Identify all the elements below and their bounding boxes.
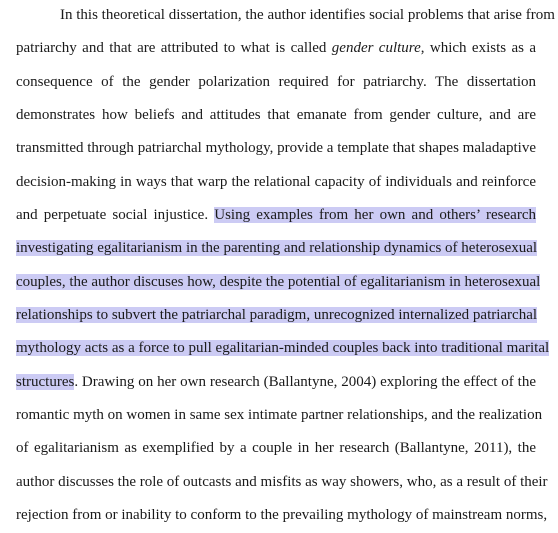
text-line [16,104,536,126]
text-run: transmitted through patriarchal mythology, provide a template that shapes maladaptive [16,140,536,156]
text-line [16,237,536,259]
highlighted-selection[interactable]: mythology acts as a force to pull egalitarian-minded couples back into traditional marital [16,340,550,356]
text-line [16,337,550,359]
text-line [16,71,536,93]
text-line [16,171,536,193]
highlighted-selection[interactable]: relationships to subvert the patriarchal paradigm, unrecognized internalized patriarchal [16,307,538,323]
highlighted-selection[interactable]: Using examples from her own and others’ research [214,207,536,223]
text-run: . Drawing on her own research (Ballantyne, 2004) exploring the effect of the [74,374,536,390]
text-run: , which exists as a [420,40,536,56]
text-run: decision-making in ways that warp the relational capacity of individuals and reinforce [16,174,536,190]
text-line [16,304,536,326]
text-line [16,271,541,293]
text-line [16,471,548,493]
italic-term: gender culture [331,40,421,56]
text-line [60,4,555,26]
highlighted-selection[interactable]: structures [16,374,75,390]
text-run: In this theoretical dissertation, the author identifies social problems that arise from [60,7,555,23]
text-run: romantic myth on women in same sex intimate partner relationships, and the realization [16,407,543,423]
text-run: patriarchy and that are attributed to what is called [16,40,332,56]
text-run: and perpetuate social injustice. [16,207,215,223]
text-line [16,137,536,159]
text-run: of egalitarianism as exemplified by a couple in her research (Ballantyne, 2011), the [16,440,536,456]
text-run: author discusses the role of outcasts and misfits as way showers, who, as a result of their [16,474,548,490]
text-line [16,404,543,426]
text-run: rejection from or inability to conform to the prevailing mythology of mainstream norms, [16,507,548,523]
text-line [16,504,548,526]
text-line [16,204,536,226]
text-run: demonstrates how beliefs and attitudes that emanate from gender culture, and are [16,107,536,123]
text-line [16,371,536,393]
highlighted-selection[interactable]: investigating egalitarianism in the parenting and relationship dynamics of heterosexual [16,240,538,256]
highlighted-selection[interactable]: couples, the author discuses how, despite the potential of egalitarianism in heterosexual [16,274,541,290]
text-line [16,37,536,59]
text-line [16,437,536,459]
text-run: consequence of the gender polarization required for patriarchy. The dissertation [16,74,536,90]
